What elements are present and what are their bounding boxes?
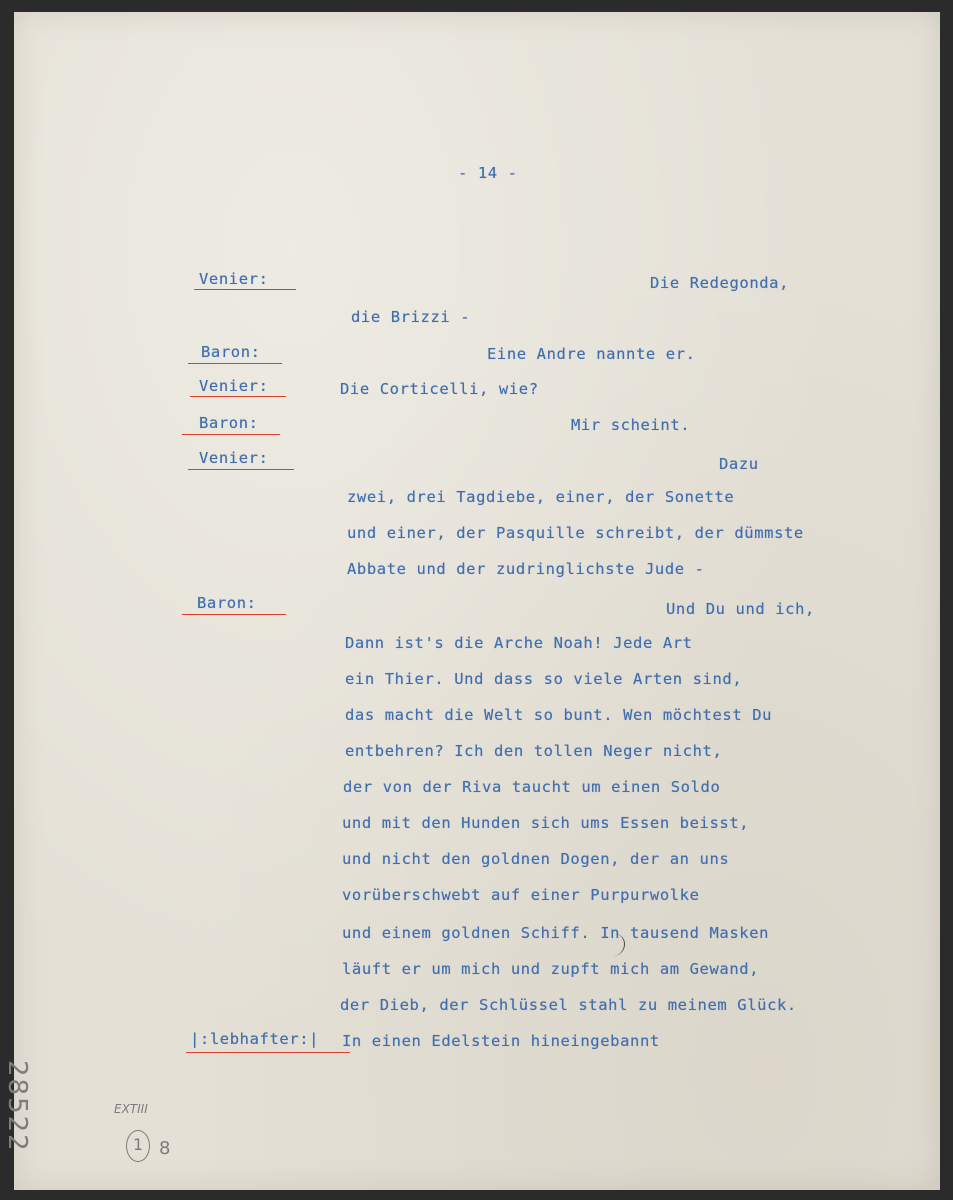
speech-line: Abbate und der zudringlichste Jude - bbox=[347, 560, 705, 578]
red-underline bbox=[186, 1052, 350, 1053]
speech-line: zwei, drei Tagdiebe, einer, der Sonette bbox=[347, 488, 735, 506]
document-page bbox=[2, 12, 940, 1190]
speaker-label: Venier: bbox=[199, 377, 269, 395]
speech-line: und einem goldnen Schiff. In tausend Masken bbox=[342, 924, 770, 942]
speaker-label: Baron: bbox=[199, 414, 259, 432]
circled-number-text: 1 bbox=[133, 1135, 144, 1154]
speaker-label: Baron: bbox=[197, 594, 257, 612]
red-underline bbox=[194, 289, 296, 290]
speech-line: In einen Edelstein hineingebannt bbox=[342, 1032, 660, 1050]
speech-line: Die Corticelli, wie? bbox=[340, 380, 539, 398]
speech-line: das macht die Welt so bunt. Wen möchtest Du bbox=[345, 706, 773, 724]
speech-line: der von der Riva taucht um einen Soldo bbox=[343, 778, 721, 796]
speech-line: vorüberschwebt auf einer Purpurwolke bbox=[342, 886, 700, 904]
speaker-label: Venier: bbox=[199, 270, 269, 288]
speech-line: und einer, der Pasquille schreibt, der dümmste bbox=[347, 524, 804, 542]
speech-line: Mir scheint. bbox=[571, 416, 691, 434]
red-underline bbox=[182, 614, 286, 615]
circled-number-annotation bbox=[126, 1130, 150, 1162]
speaker-label: Baron: bbox=[201, 343, 261, 361]
page-number: - 14 - bbox=[458, 164, 518, 182]
red-underline bbox=[188, 469, 294, 470]
pencil-bracket-mark bbox=[610, 934, 625, 956]
red-underline bbox=[188, 363, 282, 364]
speech-line: ein Thier. Und dass so viele Arten sind, bbox=[345, 670, 743, 688]
red-underline bbox=[182, 434, 280, 435]
speech-line: Die Redegonda, bbox=[650, 274, 790, 292]
sheet-number-annotation: 8 bbox=[159, 1138, 171, 1159]
speech-line: Dazu bbox=[719, 455, 759, 473]
speech-line: Dann ist's die Arche Noah! Jede Art bbox=[345, 634, 693, 652]
speech-line: die Brizzi - bbox=[351, 308, 471, 326]
speech-line: und mit den Hunden sich ums Essen beisst, bbox=[342, 814, 750, 832]
stage-direction: |:lebhafter:| bbox=[190, 1030, 320, 1048]
speech-line: entbehren? Ich den tollen Neger nicht, bbox=[345, 742, 723, 760]
speech-line: Eine Andre nannte er. bbox=[487, 345, 696, 363]
speech-line: der Dieb, der Schlüssel stahl zu meinem Glück. bbox=[340, 996, 797, 1014]
speaker-label: Venier: bbox=[199, 449, 269, 467]
speech-line: läuft er um mich und zupft mich am Gewand, bbox=[342, 960, 760, 978]
red-underline bbox=[190, 396, 286, 397]
speech-line: Und Du und ich, bbox=[666, 600, 815, 618]
archive-number-annotation: 28522 bbox=[2, 1060, 32, 1153]
folder-mark-annotation: EXTIII bbox=[114, 1102, 148, 1116]
speech-line: und nicht den goldnen Dogen, der an uns bbox=[342, 850, 730, 868]
